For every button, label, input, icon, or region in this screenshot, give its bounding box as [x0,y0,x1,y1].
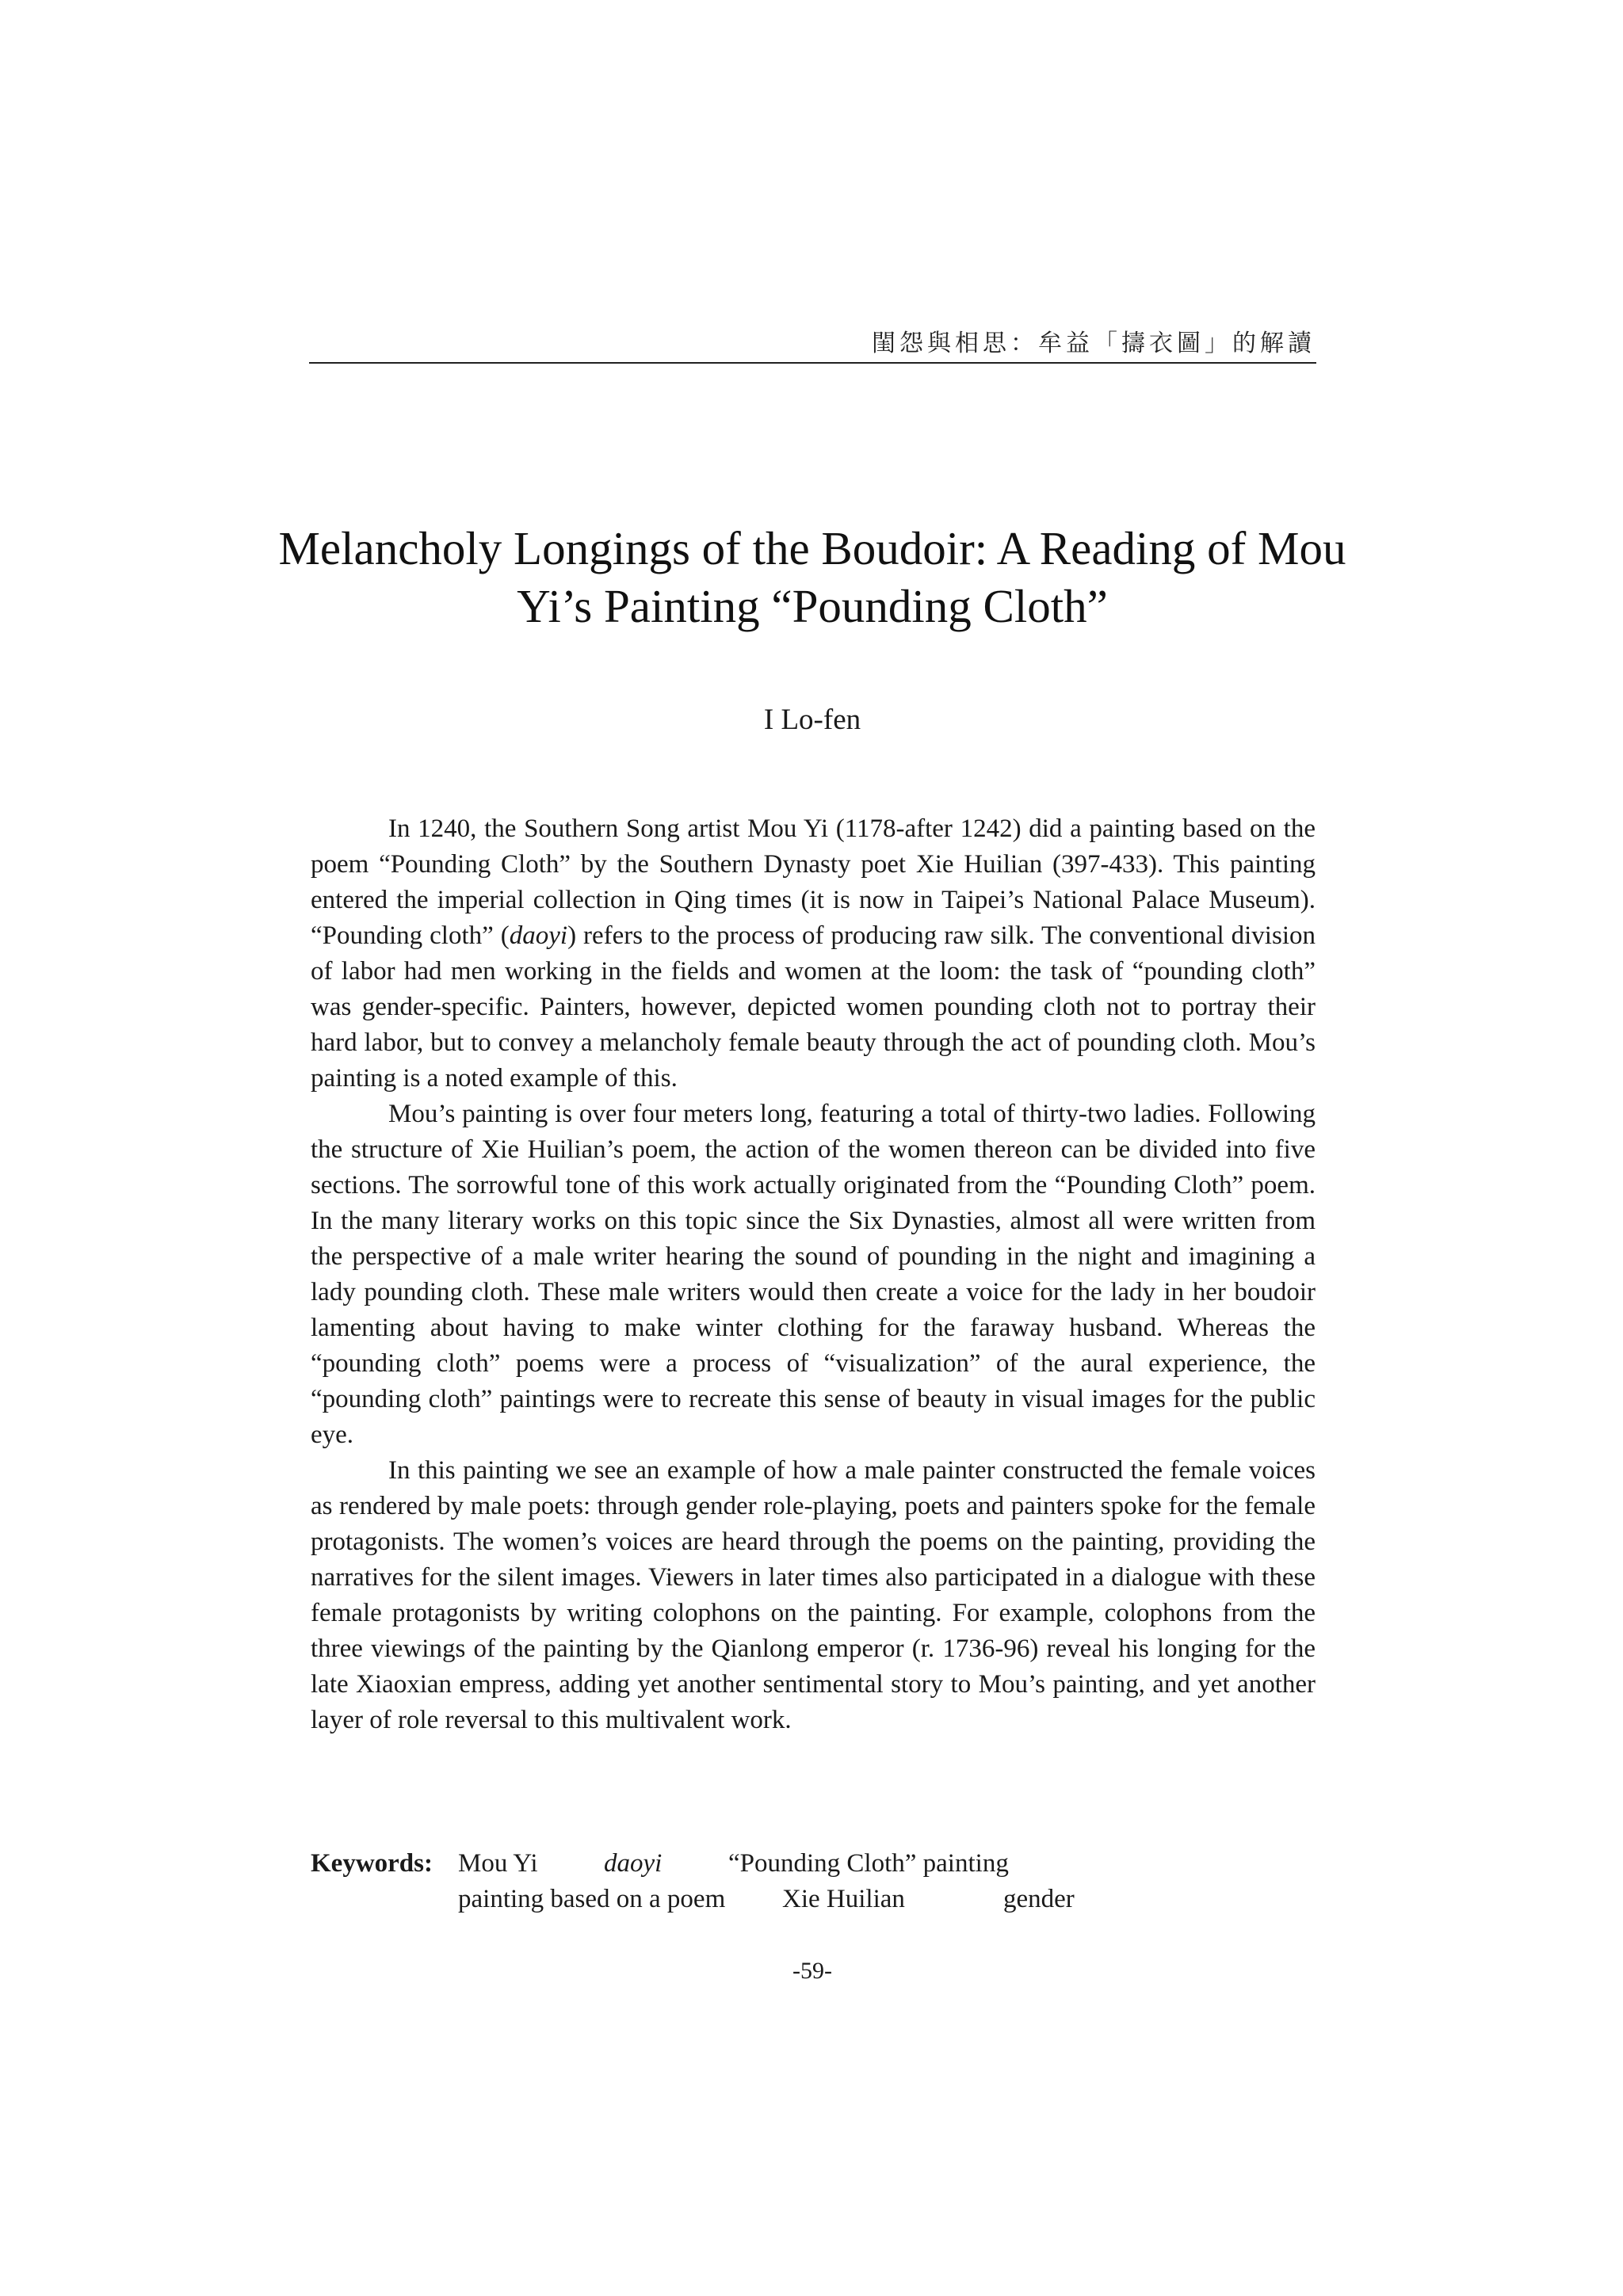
abstract-paragraph-2: Mou’s painting is over four meters long, featuring a total of thirty-two ladies. Following the structure of Xie Huilian’s poem, the action of the women thereon can be divided into five sections. The sorrowful tone of this work actually originated from the “Pounding Cloth” poem. In the many literary works on this topic since the Six Dynasties, almost all were written from the perspective of a male writer hearing the sound of pounding in the night and imagining a lady pounding cloth. These male writers would then create a voice for the lady in her boudoir lamenting about having to make winter clothing for the faraway husband. Whereas the “pounding cloth” poems were a process of “visualization” of the aural experience, the “pounding cloth” paintings were to recreate this sense of beauty in visual images for the public eye. [311,1100,1316,1449]
keyword-item: Mou Yi [458,1849,538,1878]
author-name: I Lo-fen [763,704,861,736]
keywords-row-2 [311,1882,1316,1917]
article-title-line-1: Melancholy Longings of the Boudoir: A Reading of Mou [278,522,1346,574]
keywords-row-1 [311,1846,1316,1882]
abstract-p1-text-a: In 1240, the Southern Song artist Mou Yi (1178-after 1242) did a painting based on the poem “Pounding Cloth” by the Southern Dynasty poet Xie Huilian (397-433). This painting entered the imperial collection in Qing times (it is now in Taipei’s National Palace Museum). “Pounding cloth” ( [311,814,1316,950]
article-title [269,520,1355,635]
abstract [311,811,1316,1738]
abstract-paragraph-1 [311,811,1316,1097]
article-title-line-2: Yi’s Painting “Pounding Cloth” [517,580,1108,632]
abstract-paragraph-3: In this painting we see an example of how a male painter constructed the female voices as rendered by male poets: through gender role-playing, poets and painters spoke for the female protagonists. The women’s voices are heard through the poems on the painting, providing the narratives for the silent images. Viewers in later times also participated in a dialogue with these female protagonists by writing colophons on the painting. For example, colophons from the three viewings of the painting by the Qianlong emperor (r. 1736-96) reveal his longing for the late Xiaoxian empress, adding yet another sentimental story to Mou’s painting, and yet another layer of role reversal to this multivalent work. [311,1456,1316,1734]
keyword-item: Xie Huilian [782,1885,905,1913]
abstract-p1-italic-term: daoyi [509,921,568,950]
keywords-label: Keywords: [311,1849,433,1878]
keyword-item: “Pounding Cloth” painting [728,1849,1009,1878]
header-rule [309,362,1316,364]
running-header: 閨怨與相思：牟益「擣衣圖」的解讀 [872,330,1316,357]
keyword-item: painting based on a poem [458,1885,726,1913]
keyword-item: gender [1003,1885,1075,1913]
keyword-item: daoyi [604,1849,663,1878]
page-number: -59- [792,1958,832,1984]
abstract-p1-text-b: ) refers to the process of producing raw silk. The conventional division of labor had men working in the fields and women at the loom: the task of “pounding cloth” was gender-specific. Painters, however, depicted women pounding cloth not to portray their hard labor, but to convey a melancholy female beauty through the act of pounding cloth. Mou’s painting is a noted example of this. [311,921,1316,1093]
